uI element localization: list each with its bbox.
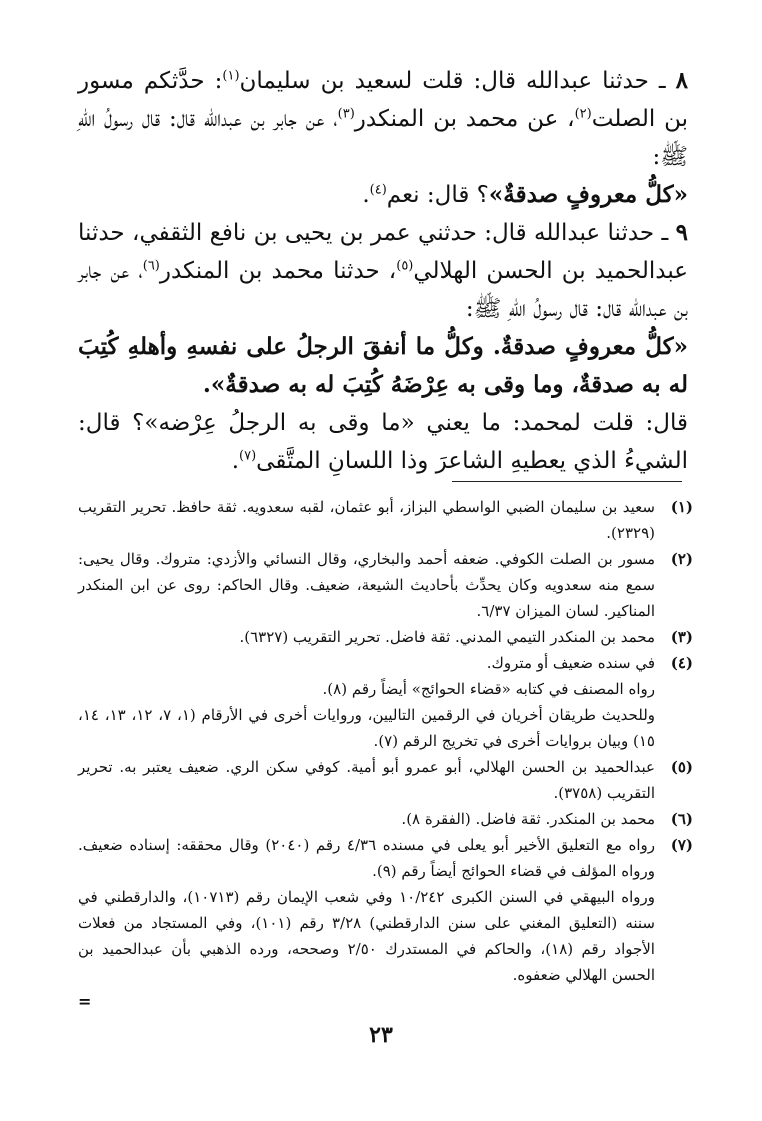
footnote-6 xyxy=(78,806,693,832)
footnote-ref: (٣) xyxy=(337,106,355,122)
footnote-ref: (٧) xyxy=(239,448,257,464)
hadith-8-matn-line xyxy=(78,176,688,214)
footnote-number: (٣) xyxy=(670,628,693,646)
footnote-2 xyxy=(78,546,693,624)
footnote-body xyxy=(78,832,655,988)
footnote-text: عبدالحميد بن الحسن الهلالي، أبو عمرو أبو أمية. كوفي سكن الري. ضعيف يعتبر به. تحرير التقريب (٣٧٥٨). xyxy=(78,758,655,802)
footnote-text: سعيد بن سليمان الضبي الواسطي البزاز، أبو عثمان، لقبه سعدويه. ثقة حافظ. تحرير التقريب (٢٣٢٩). xyxy=(78,498,655,542)
footnote-3 xyxy=(78,624,693,650)
footnote-4 xyxy=(78,650,693,754)
footnote-ref: (٦) xyxy=(142,258,160,274)
hadith-text: ، عن جابر بن عبدالله قال: قال رسولُ اللّٰهِ ﷺ: xyxy=(78,258,688,322)
footnote-body xyxy=(78,806,655,832)
footnote-ref: (٤) xyxy=(369,182,387,198)
hadith-number: ٩ xyxy=(675,219,689,246)
footnote-body xyxy=(78,754,655,806)
footnote-text: رواه مع التعليق الأخير أبو يعلى في مسنده ٤/٣٦ رقم (٢٠٤٠) وقال محققه: إسناده ضعيف. ورواه المؤلف في قضاء الحوائج أيضاً رقم (٩). xyxy=(78,836,656,880)
footnote-number: (٧) xyxy=(670,836,693,854)
hadith-text: ؟ قال: نعم xyxy=(386,182,489,208)
footnote-text: رواه المصنف في كتابه «قضاء الحوائج» أيضاً رقم (٨). xyxy=(322,680,655,698)
footnote-number: (٤) xyxy=(670,654,693,672)
hadith-text: ـ حدثنا عبدالله قال: قلت لسعيد بن سليمان xyxy=(239,68,666,94)
hadith-number: ٨ xyxy=(675,67,689,94)
footnote-body xyxy=(78,650,655,754)
footnote-body xyxy=(78,546,655,624)
hadith-9-matn: «كلُّ معروفٍ صدقةٌ. وكلُّ ما أنفقَ الرجلُ على نفسهِ وأهلهِ كُتِبَ له به صدقةٌ، وما وقى به عِرْضَهُ كُتِبَ له به صدقةٌ». xyxy=(78,333,688,398)
footnote-1 xyxy=(78,494,693,546)
footnote-7 xyxy=(78,832,693,988)
hadith-text: ـ حدثنا عبدالله قال: حدثني عمر بن يحيى بن نافع الثقفي، حدثنا عبدالحميد بن الحسن الهلالي xyxy=(78,220,688,284)
footnote-ref: (٢) xyxy=(574,106,592,122)
commentary-text: . xyxy=(231,448,240,474)
hadith-text: ، عن جابر بن عبدالله قال: قال رسولُ اللّٰهِ ﷺ: xyxy=(78,106,688,170)
footnote-text: في سنده ضعيف أو متروك. xyxy=(486,654,655,672)
hadith-text: ، عن محمد بن المنكدر xyxy=(354,106,575,132)
footnote-number: (٥) xyxy=(670,758,693,776)
footnote-text: وللحديث طريقان أخريان في الرقمين التاليين، وروايات أخرى في الأرقام (١، ٧، ١٢، ١٣، ١٤، ١٥) وبيان بروايات أخرى في تخريج الرقم (٧). xyxy=(78,706,656,750)
hadith-8 xyxy=(78,62,688,176)
footnote-number: (٢) xyxy=(670,550,693,568)
footnote-number: (٦) xyxy=(670,810,693,828)
footnote-number: (١) xyxy=(670,498,693,516)
footnote-text: محمد بن المنكدر التيمي المدني. ثقة فاضل. تحرير التقريب (٦٣٢٧). xyxy=(239,628,655,646)
hadith-text: : حدَّثكم مسور بن الصلت xyxy=(78,68,688,132)
footnote-text: محمد بن المنكدر. ثقة فاضل. (الفقرة ٨). xyxy=(401,810,655,828)
continuation-mark: = xyxy=(78,992,92,1011)
hadith-9-commentary xyxy=(78,404,688,480)
hadith-matn: «كلُّ معروفٍ صدقةٌ» xyxy=(488,181,688,208)
commentary-text: قال: قلت لمحمد: ما يعني «ما وقى به الرجلُ عِرْضه»؟ قال: الشيءُ الذي يعطيهِ الشاعرَ وذا اللسانِ المتَّقى xyxy=(78,410,688,474)
footnote-body xyxy=(78,494,655,546)
main-text xyxy=(78,62,688,480)
footnote-text: ورواه البيهقي في السنن الكبرى ١٠/٢٤٢ وفي شعب الإيمان رقم (١٠٧١٣)، والدارقطني في سننه (التعليق المغني على سنن الدارقطني) ٣/٢٨ رقم (١٠١)، وفي المستجاد من فعلات الأجواد رقم (١٨)، والحاكم في المستدرك ٢/٥٠ وصححه، ورده الذهبي بأن عبدالحميد بن الحسن الهلالي ضعفوه. xyxy=(78,888,655,984)
hadith-text: . xyxy=(362,182,370,208)
footnote-ref: (٥) xyxy=(396,258,414,274)
page-number: ٢٣ xyxy=(369,1022,393,1048)
footnote-text: مسور بن الصلت الكوفي. ضعفه أحمد والبخاري، وقال النسائي والأزدي: متروك. وقال يحيى: سمع منه سعدويه وكان يحدِّث بأحاديث الشيعة، ضعيف. وقال الحاكم: روى عن ابن المنكدر المناكير. لسان الميزان ٦/٣٧. xyxy=(78,550,656,620)
footnote-ref: (١) xyxy=(222,68,240,84)
hadith-9 xyxy=(78,214,688,328)
footnote-5 xyxy=(78,754,693,806)
footnote-body xyxy=(78,624,655,650)
footnote-separator xyxy=(452,481,682,482)
footnotes xyxy=(78,494,693,988)
hadith-text: ، حدثنا محمد بن المنكدر xyxy=(159,258,397,284)
